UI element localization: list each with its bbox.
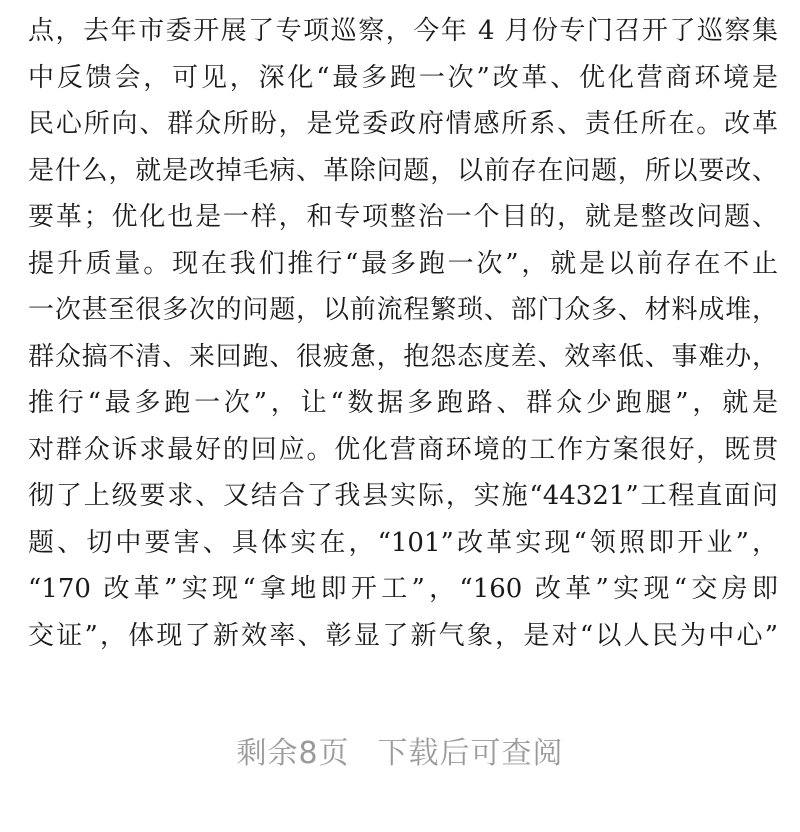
- text-line: 推行“最多跑一次”，让“数据多跑路、群众少跑腿”，就是: [28, 388, 778, 418]
- text-line: 点，去年市委开展了专项巡察，今年 4 月份专门召开了巡察集: [28, 16, 778, 46]
- remaining-pages-label: 剩余8页: [236, 736, 350, 771]
- footer-divider: [0, 690, 800, 691]
- text-line: 要革；优化也是一样，和专项整治一个目的，就是整改问题、: [28, 202, 778, 232]
- document-body: [28, 8, 778, 659]
- text-line: 提升质量。现在我们推行“最多跑一次”，就是以前存在不止: [28, 248, 778, 279]
- text-line: 群众搞不清、来回跑、很疲惫，抱怨态度差、效率低、事难办，: [28, 341, 778, 372]
- text-line: 是什么，就是改掉毛病、革除问题，以前存在问题，所以要改、: [28, 155, 778, 186]
- download-hint-label: 下载后可查阅: [377, 736, 564, 771]
- text-line: 交证”，体现了新效率、彰显了新气象，是对“以人民为中心”: [28, 620, 778, 651]
- download-notice[interactable]: [0, 728, 800, 772]
- text-line: 中反馈会，可见，深化“最多跑一次”改革、优化营商环境是: [28, 62, 778, 93]
- text-line: “170 改革”实现“拿地即开工”，“160 改革”实现“交房即: [28, 574, 778, 604]
- text-line: 对群众诉求最好的回应。优化营商环境的工作方案很好，既贯: [28, 434, 778, 465]
- text-line: 题、切中要害、具体实在，“101”改革实现“领照即开业”，: [28, 527, 778, 558]
- text-line: 彻了上级要求、又结合了我县实际，实施“44321”工程直面问: [28, 481, 778, 511]
- text-line: 民心所向、群众所盼，是党委政府情感所系、责任所在。改革: [28, 109, 778, 139]
- text-line: 一次甚至很多次的问题，以前流程繁琐、部门众多、材料成堆，: [28, 295, 778, 325]
